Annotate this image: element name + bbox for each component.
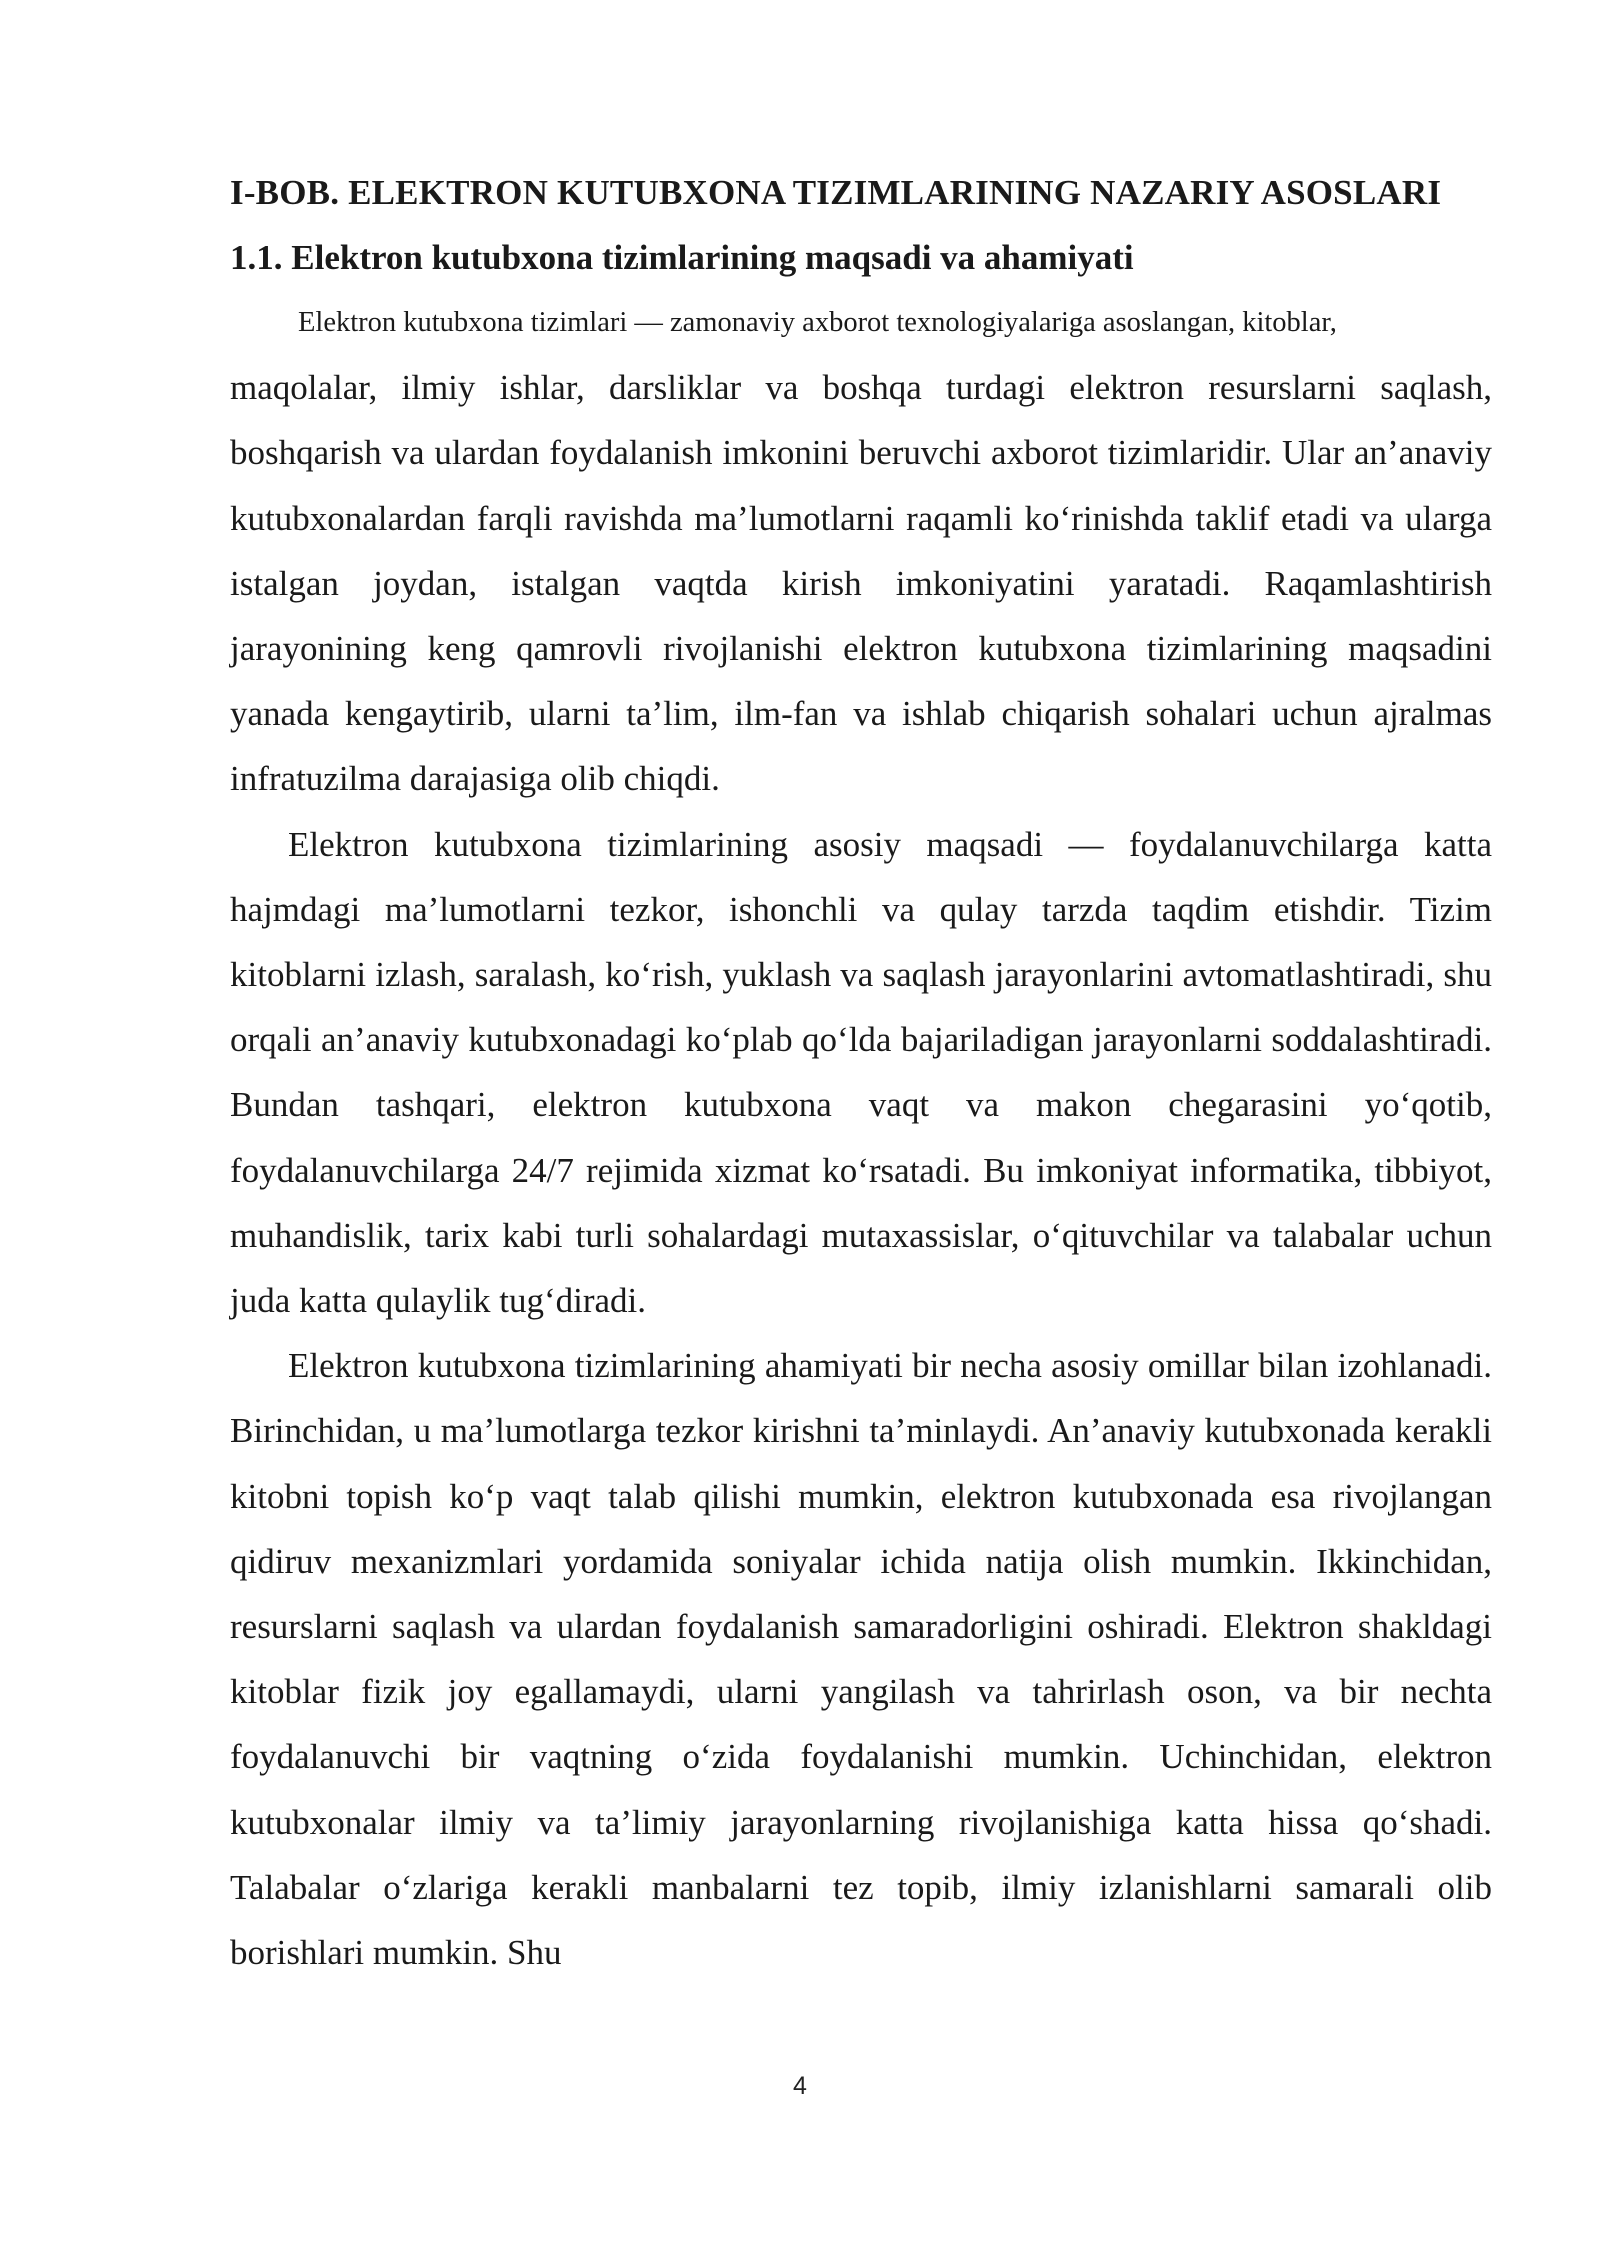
chapter-title: I-BOB. ELEKTRON KUTUBXONA TIZIMLARINING NAZARIY ASOSLARI xyxy=(230,173,1442,212)
paragraph-1 xyxy=(230,290,1492,812)
paragraph-1-body: maqolalar, ilmiy ishlar, darsliklar va boshqa turdagi elektron resurslarni saqlash, boshqarish va ulardan foydalanish imkonini beruvchi axborot tizimlaridir. Ular an’anaviy kutubxonalardan farqli ravishda ma’lumotlarni raqamli ko‘rinishda taklif etadi va ularga istalgan joydan, istalgan vaqtda kirish imkoniyatini yaratadi. Raqamlashtirish jarayonining keng qamrovli rivojlanishi elektron kutubxona tizimlarining maqsadini yanada kengaytirib, ularni ta’lim, ilm-fan va ishlab chiqarish sohalari uchun ajralmas infratuzilma darajasiga olib chiqdi. xyxy=(230,368,1492,799)
paragraph-2: Elektron kutubxona tizimlarining asosiy maqsadi — foydalanuvchilarga katta hajmdagi ma’lumotlarni tezkor, ishonchli va qulay tarzda taqdim etishdir. Tizim kitoblarni izlash, saralash, ko‘rish, yuklash va saqlash jarayonlarini avtomatlashtiradi, shu orqali an’anaviy kutubxonadagi ko‘plab qo‘lda bajariladigan jarayonlarni soddalashtiradi. Bundan tashqari, elektron kutubxona vaqt va makon chegarasini yo‘qotib, foydalanuvchilarga 24/7 rejimida xizmat ko‘rsatadi. Bu imkoniyat informatika, tibbiyot, muhandislik, tarix kabi turli sohalardagi mutaxassislar, o‘qituvchilar va talabalar uchun juda katta qulaylik tug‘diradi. xyxy=(230,824,1492,1321)
document-page xyxy=(230,160,1492,1985)
page-number: 4 xyxy=(793,2072,807,2100)
section-title: 1.1. Elektron kutubxona tizimlarining maqsadi va ahamiyati xyxy=(230,238,1134,277)
paragraph-3: Elektron kutubxona tizimlarining ahamiyati bir necha asosiy omillar bilan izohlanadi. Birinchidan, u ma’lumotlarga tezkor kirishni ta’minlaydi. An’anaviy kutubxonada kerakli kitobni topish ko‘p vaqt talab qilishi mumkin, elektron kutubxonada esa rivojlangan qidiruv mexanizmlari yordamida soniyalar ichida natija olish mumkin. Ikkinchidan, resurslarni saqlash va ulardan foydalanish samaradorligini oshiradi. Elektron shakldagi kitoblar fizik joy egallamaydi, ularni yangilash va tahrirlash oson, va bir nechta foydalanuvchi bir vaqtning o‘zida foydalanishi mumkin. Uchinchidan, elektron kutubxonalar ilmiy va ta’limiy jarayonlarning rivojlanishiga katta hissa qo‘shadi. Talabalar o‘zlariga kerakli manbalarni tez topib, ilmiy izlanishlarni samarali olib borishlari mumkin. Shu xyxy=(230,1346,1492,1973)
paragraph-1-lead: Elektron kutubxona tizimlari — zamonaviy axborot texnologiyalariga asoslangan, kitoblar, xyxy=(298,307,1337,338)
